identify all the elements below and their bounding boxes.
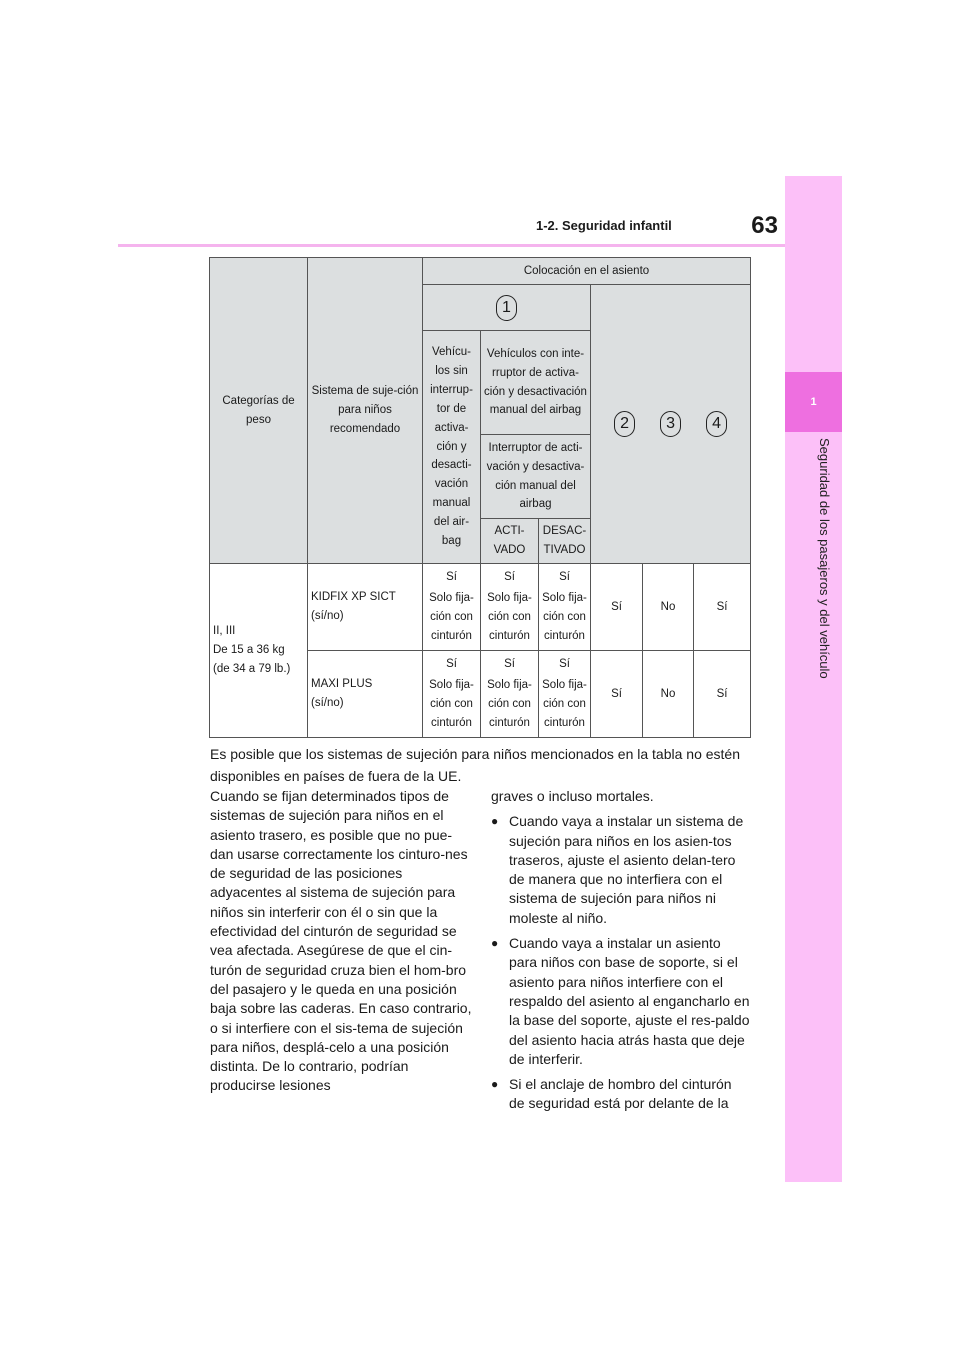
seat-234-icon-cell [591,285,751,564]
side-tab [785,176,842,1182]
bullet-dot-icon: ● [491,936,499,951]
seat-4-icon: 4 [706,411,727,437]
seat-1-icon-cell [423,285,591,331]
weight-category-header: Categorías de peso [210,258,308,564]
body-left-column [210,787,472,1096]
activado-cell: Sí Solo fija-ción con cinturón [481,564,539,651]
system-cell: KIDFIX XP SICT (sí/no) [308,564,423,651]
body-paragraph: Cuando se fijan determinados tipos de sistemas de sujeción para niños en el asiento trasero, es posible que no pue-dan usarse correctamente los cinturo-nes de seguridad de las posiciones adyacentes al sistema de sujeción para niños sin interferir con él o sin que la efectividad del cinturón de seguridad se vea afectada. Asegúrese de que el cin-turón de seguridad cruza bien el hom-bro del pasajero y le queda en una posición baja sobre las caderas. En caso contrario, o si interfiere con el sis-tema de sujeción para niños, desplá-celo a una posición distinta. De lo contrario, podrían producirse lesiones [210,788,472,1094]
seat-1-icon: 1 [496,295,517,321]
activado-cell: Sí Solo fija-ción con cinturón [481,651,539,738]
weight-category-cell: II, III De 15 a 36 kg (de 34 a 79 lb.) [210,564,308,738]
section-header: 1-2. Seguridad infantil [536,218,672,233]
page-number: 63 [751,212,778,239]
seat-2-cell: Sí [591,651,643,738]
seat-position-header: Colocación en el asiento [423,258,751,285]
desactivado-cell: Sí Solo fija-ción con cinturón [539,651,591,738]
seat-2-cell: Sí [591,564,643,651]
seat-2-icon: 2 [614,411,635,437]
seat-3-icon: 3 [660,411,681,437]
seat-3-cell: No [643,651,694,738]
switch-label-header: Interruptor de acti-vación y desactiva-ción manual del airbag [481,435,591,519]
compatibility-table [209,257,751,738]
chapter-number: 1 [810,396,817,408]
bullet-dot-icon: ● [491,1077,499,1092]
no-switch-cell: Sí Solo fija-ción con cinturón [423,564,481,651]
seat-4-cell: Sí [694,651,751,738]
table-note: Es posible que los sistemas de sujeción para niños mencionados en la tabla no estén disponibles en países de fuera de la UE. [210,746,740,784]
bullet-item: ● Si el anclaje de hombro del cinturón de seguridad está por delante de la [491,1076,732,1112]
desactivado-header: DESAC-TIVADO [539,519,591,564]
activado-header: ACTI-VADO [481,519,539,564]
chapter-number-box [785,372,842,432]
header-rule [118,244,785,247]
bullet-dot-icon: ● [491,814,499,829]
chapter-title: Seguridad de los pasajeros y del vehículo [817,438,832,679]
no-switch-header: Vehícu-los sin interrup-tor de activa-ción y desacti-vación manual del air-bag [423,331,481,564]
body-continuation: graves o incluso mortales. [491,788,654,804]
with-switch-header: Vehículos con inte-rruptor de activa-ción y desactivación manual del airbag [481,331,591,435]
table-row [210,564,751,651]
system-header: Sistema de suje-ción para niños recomendado [308,258,423,564]
system-cell: MAXI PLUS (sí/no) [308,651,423,738]
no-switch-cell: Sí Solo fija-ción con cinturón [423,651,481,738]
seat-3-cell: No [643,564,694,651]
body-right-column [491,787,751,1114]
desactivado-cell: Sí Solo fija-ción con cinturón [539,564,591,651]
seat-4-cell: Sí [694,564,751,651]
bullet-item: ● Cuando vaya a instalar un sistema de sujeción para niños en los asien-tos traseros, ajuste el asiento delan-tero de manera que no interfiera con el sistema de sujeción para niños ni moleste al niño. [491,813,744,926]
bullet-item: ● Cuando vaya a instalar un asiento para niños con base de soporte, si el asiento para niños interfiere con el respaldo del asiento al engancharlo en la base del soporte, ajuste el res-paldo del asiento hacia atrás hasta que deje de interferir. [491,935,750,1067]
